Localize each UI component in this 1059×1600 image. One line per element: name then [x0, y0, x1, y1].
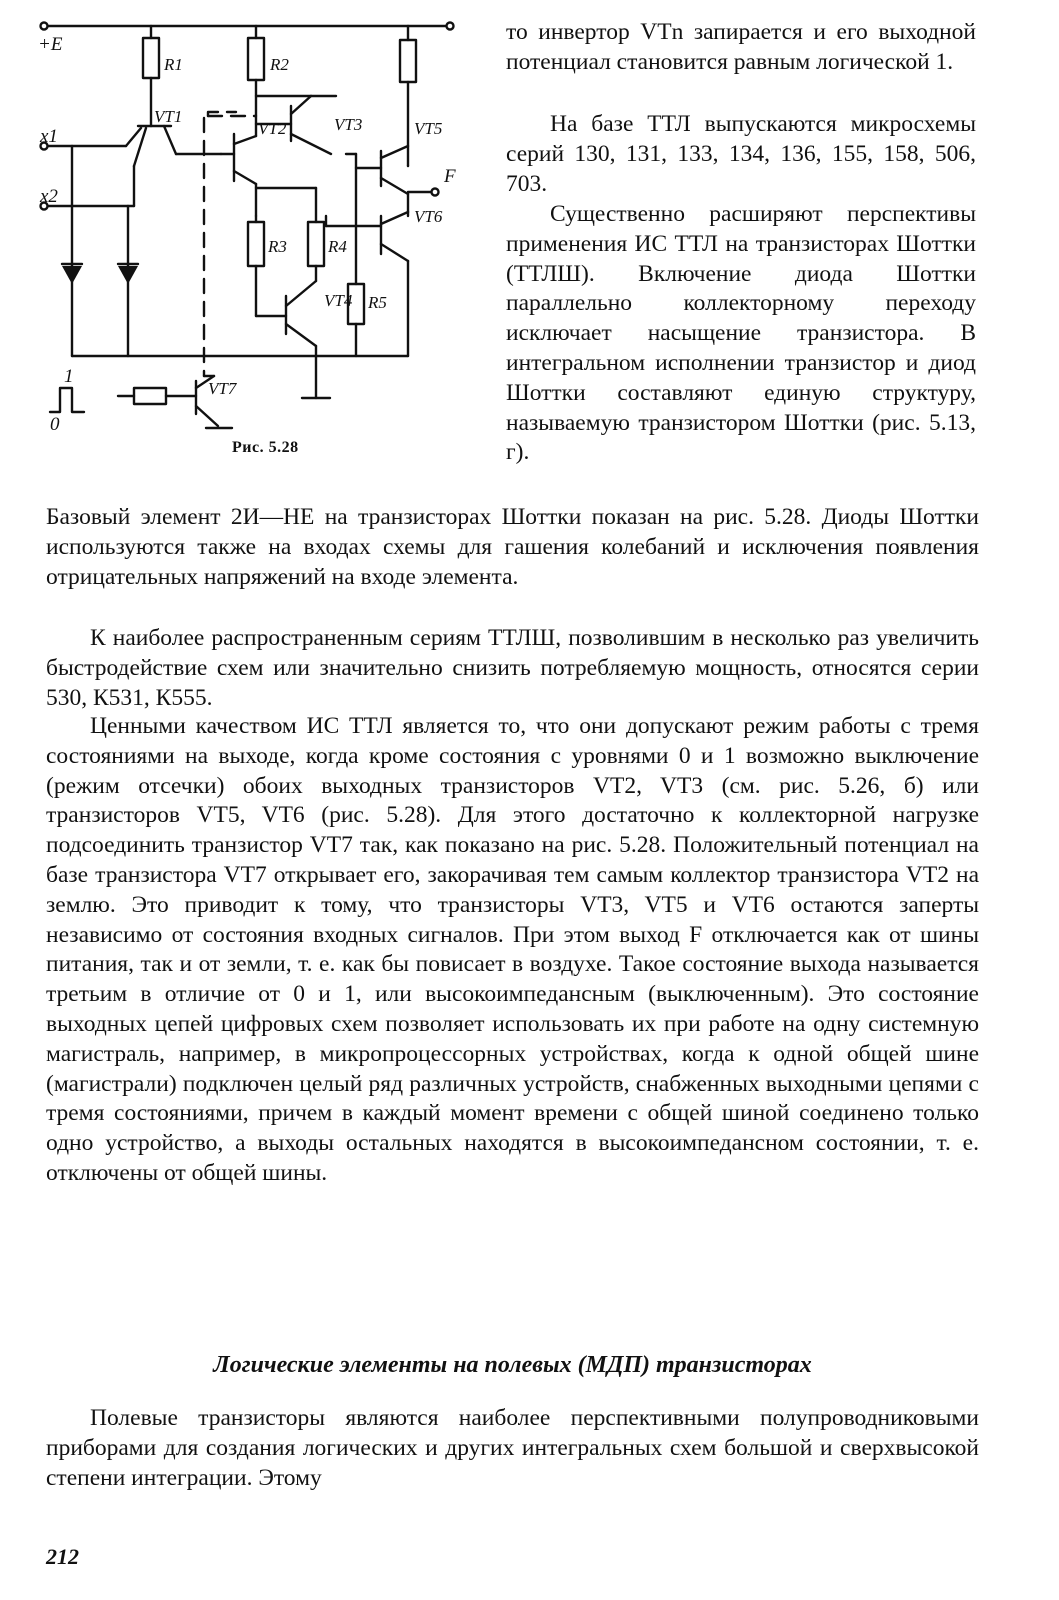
resistor-r2 — [248, 38, 264, 80]
paragraph-6: Полевые транзисторы являются наиболее перспективными полупроводниковыми приборами для создания логических и других интегральных схем большой и сверхвысокой степени интеграции. Этому — [46, 1405, 979, 1491]
pulse-symbol — [50, 388, 84, 412]
resistor-vt7 — [134, 388, 166, 404]
resistor-r3 — [248, 222, 264, 266]
diode-2 — [118, 266, 138, 284]
label-vt4: VT4 — [324, 291, 353, 310]
circuit-figure — [36, 16, 484, 466]
label-vt6: VT6 — [414, 207, 443, 226]
label-vt2: VT2 — [258, 119, 287, 138]
resistor-r4 — [308, 222, 324, 266]
label-vt3: VT3 — [334, 115, 363, 134]
label-r5: R5 — [368, 293, 387, 312]
label-r1: R1 — [164, 55, 183, 74]
label-x2: x2 — [40, 186, 58, 207]
paragraph-3b: Базовый элемент 2И—НЕ на транзисторах Шоттки показан на рис. 5.28. Диоды Шоттки используются также на входах схемы для гашения колебаний и исключения появления отрицательных напряжений на входе элемента. — [46, 504, 979, 590]
resistor-r5 — [348, 284, 364, 324]
paragraph-4: К наиболее распространенным сериям ТТЛШ, позволившим в несколько раз увеличить быстродействие схем или значительно снизить потребляемую мощность, относятся серии 530, К531, К555. — [46, 625, 979, 711]
figure-caption: Рис. 5.28 — [232, 439, 299, 456]
paragraph-1: то инвертор VTn запирается и его выходной потенциал становится равным логической 1. — [506, 19, 976, 75]
supply-terminal-left — [41, 23, 48, 30]
output-terminal — [432, 189, 439, 196]
resistor-r1 — [143, 38, 159, 78]
label-f: F — [444, 166, 456, 187]
label-r2: R2 — [270, 55, 289, 74]
label-vt7: VT7 — [208, 379, 237, 398]
label-r3: R3 — [268, 237, 287, 256]
paragraph-3a: Существенно расширяют перспективы применения ИС ТТЛ на транзисторах Шоттки (ТТЛШ). Включение диода Шоттки параллельно коллекторному переходу исключает насыщение транзистора. В интегральном исполнении транзистор и диод Шоттки составляют единую структуру, называемую транзистором Шоттки (рис. 5.13, г). — [506, 201, 976, 466]
paragraph-2: На базе ТТЛ выпускаются микросхемы серий 130, 131, 133, 134, 136, 155, 158, 506, 703. — [506, 111, 976, 197]
supply-terminal-right — [447, 23, 454, 30]
label-vt5: VT5 — [414, 119, 443, 138]
label-supply: +E — [38, 34, 63, 55]
diode-1 — [62, 266, 82, 284]
label-r4: R4 — [328, 237, 347, 256]
label-pulse-high: 1 — [64, 366, 74, 387]
paragraph-5: Ценными качеством ИС ТТЛ является то, что они допускают режим работы с тремя состояниями на выходе, когда кроме состояния с уровнями 0 и 1 возможно выключение (режим отсечки) обоих выходных транзисторов VT2, VT3 (см. рис. 5.26, б) или транзисторов VT5, VT6 (рис. 5.28). Для этого достаточно к коллекторной нагрузке подсоединить транзистор VT7 так, как показано на рис. 5.28. Положительный потенциал на базе транзистора VT7 открывает его, закорачивая тем самым коллектор транзистора VT2 на землю. Это приводит к тому, что транзисторы VT3, VT5 и VT6 остаются заперты независимо от состояния входных сигналов. При этом выход F отключается как от шины питания, так и от земли, т. е. как бы повисает в воздухе. Такое состояние выхода называется третьим в отличие от 0 и 1, или высокоимпедансным (выключенным). Это состояние выходных цепей цифровых схем позволяет использовать их при работе на одну системную магистраль, например, в микропроцессорных устройствах, когда к одной общей шине (магистрали) подключен целый ряд различных устройств, снабженных выходными цепями с тремя состояниями, причем в каждый момент времени с общей шиной соединено только одно устройство, а выходы остальных находятся в высокоимпедансном состоянии, т. е. отключены от общей шины. — [46, 713, 979, 1186]
label-pulse-low: 0 — [50, 414, 60, 435]
label-x1: x1 — [40, 126, 58, 147]
section-heading: Логические элементы на полевых (МДП) транзисторах — [213, 1352, 812, 1378]
circuit-diagram — [36, 16, 484, 446]
resistor-r-top — [400, 40, 416, 82]
page-number: 212 — [46, 1544, 79, 1569]
label-vt1: VT1 — [154, 107, 183, 126]
